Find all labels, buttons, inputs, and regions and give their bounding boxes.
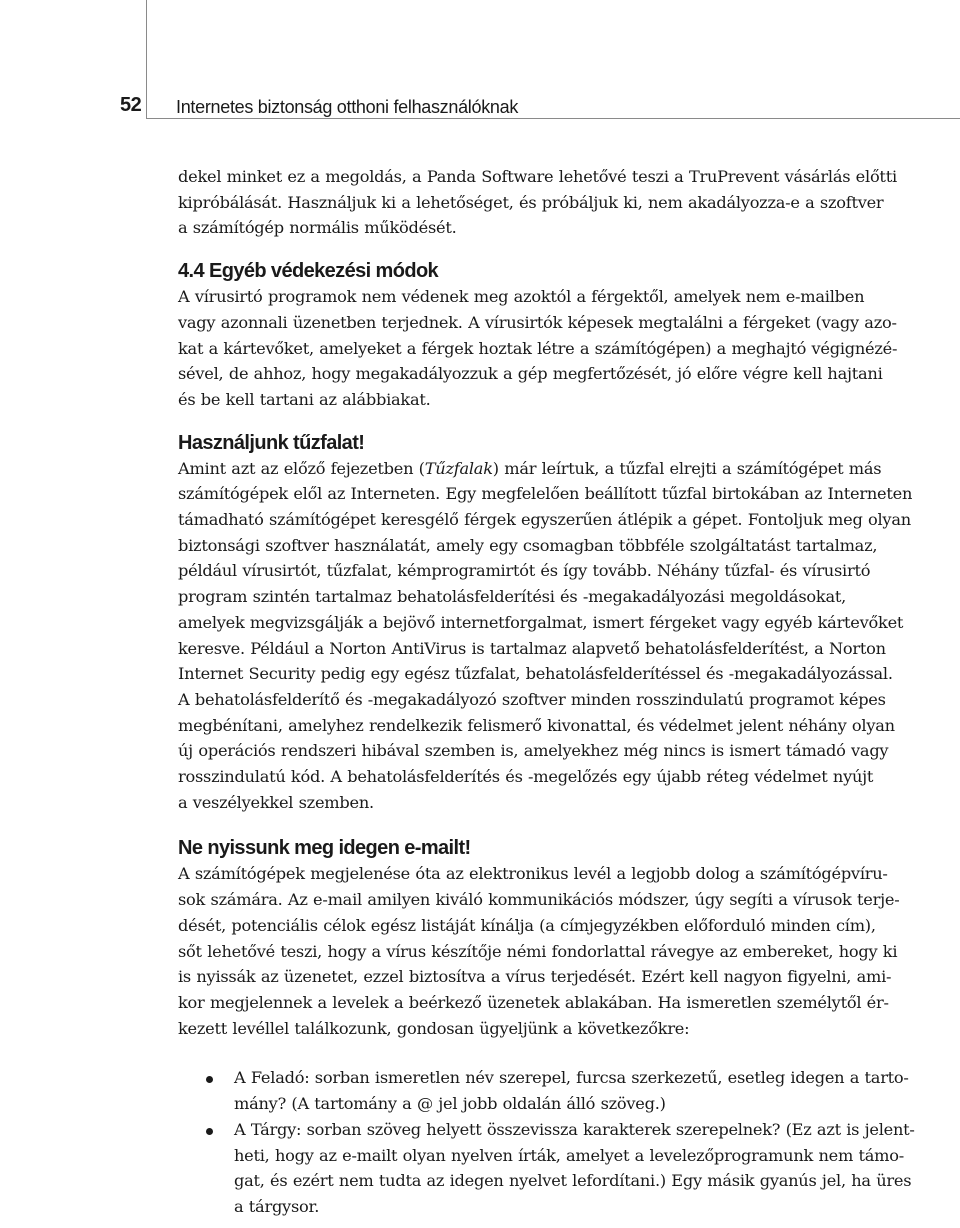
page-number: 52	[120, 94, 142, 116]
text-line: vagy azonnali üzenetben terjednek. A vírusirtók képesek megtalálni a férgeket (vagy azo-	[178, 312, 897, 332]
firewall-heading: Használjunk tűzfalat!	[178, 431, 365, 454]
header-vertical-rule	[146, 0, 147, 118]
section-paragraph	[178, 284, 958, 413]
text-line: a veszélyekkel szemben.	[178, 792, 374, 812]
list-item	[178, 1065, 958, 1116]
text-line: is nyissák az üzenetet, ezzel biztosítva a vírus terjedését. Ezért kell nagyon figyelni, ami-	[178, 967, 892, 987]
firewall-paragraph	[178, 456, 958, 816]
text-line: A Feladó: sorban ismeretlen név szerepel, furcsa szerkezetű, esetleg idegen a tarto-	[234, 1068, 909, 1088]
text-line: rosszindulatú kód. A behatolásfelderítés és -megelőzés egy újabb réteg védelmet nyújt	[178, 767, 874, 787]
bullet-dot-icon	[206, 1128, 213, 1135]
text-line: biztonsági szoftver használatát, amely egy csomagban többféle szolgáltatást tartalmaz,	[178, 535, 878, 555]
list-item	[178, 1117, 958, 1220]
text-line: a tárgysor.	[234, 1196, 320, 1216]
text-line: dekel minket ez a megoldás, a Panda Software lehetővé teszi a TruPrevent vásárlás előtti	[178, 167, 897, 186]
text-line: program szintén tartalmaz behatolásfelderítési és -megakadályozási megoldásokat,	[178, 587, 846, 607]
email-heading: Ne nyissunk meg idegen e-mailt!	[178, 837, 471, 860]
text-line: és be kell tartani az alábbiakat.	[178, 389, 431, 409]
text-line: támadható számítógépet keresgélő férgek egyszerűen átlépik a gépet. Fontoljuk meg olyan	[178, 510, 911, 530]
text-line: A vírusirtó programok nem védenek meg azoktól a férgektől, amelyek nem e-mailben	[178, 287, 865, 307]
text-line: kezett levéllel találkozunk, gondosan ügyeljünk a következőkre:	[178, 1018, 690, 1038]
header-horizontal-rule	[146, 118, 960, 119]
list-item-text	[234, 1065, 958, 1116]
running-title: Internetes biztonság otthoni felhasználóknak	[176, 97, 519, 117]
text-line: a számítógép normális működését.	[178, 218, 457, 238]
text-line: Amint azt az előző fejezetben (	[178, 458, 425, 478]
text-line: megbénítani, amelyhez rendelkezik felismerő kivonattal, és védelmet jelent néhány olyan	[178, 715, 895, 735]
text-line: heti, hogy az e-mailt olyan nyelven írták, amelyet a levelezőprogramunk nem támo-	[234, 1145, 904, 1165]
text-line: gat, és ezért nem tudta az idegen nyelvet lefordítani.) Egy másik gyanús jel, ha üres	[234, 1171, 912, 1191]
text-line: sok számára. Az e-mail amilyen kiváló kommunikációs módszer, úgy segíti a vírusok terje-	[178, 890, 900, 910]
text-line: A számítógépek megjelenése óta az elektronikus levél a legjobb dolog a számítógépvíru-	[178, 864, 888, 884]
text-line: sőt lehetővé teszi, hogy a vírus készítője némi fondorlattal rávegye az embereket, hogy ki	[178, 941, 898, 961]
text-line: amelyek megvizsgálják a bejövő internetforgalmat, ismert férgeket vagy egyéb kártevőket	[178, 612, 904, 632]
text-line: például vírusirtót, tűzfalat, kémprogramirtót és így tovább. Néhány tűzfal- és vírusirtó	[178, 561, 871, 581]
text-line: dését, potenciális célok egész listáját kínálja (a címjegyzékben előforduló minden cím),	[178, 915, 876, 935]
text-line: ) már leírtuk, a tűzfal elrejti a számítógépet más	[492, 458, 882, 478]
text-line: kipróbálását. Használjuk ki a lehetőséget, és próbáljuk ki, nem akadályozza-e a szoftver	[178, 192, 884, 212]
text-line: A behatolásfelderítő és -megakadályozó szoftver minden rosszindulatú programot képes	[178, 689, 886, 709]
text-line: kor megjelennek a levelek a beérkező üzenetek ablakában. Ha ismeretlen személytől ér-	[178, 992, 889, 1012]
list-item-text	[234, 1117, 958, 1220]
text-line: keresve. Például a Norton AntiVirus is tartalmaz alapvető behatolásfelderítést, a Norton	[178, 638, 886, 658]
text-line: kat a kártevőket, amelyeket a férgek hoztak létre a számítógépen) a meghajtó végignézé-	[178, 338, 898, 358]
email-paragraph	[178, 861, 958, 1041]
text-line: mány? (A tartomány a @ jel jobb oldalán álló szöveg.)	[234, 1094, 666, 1114]
text-line: számítógépek elől az Interneten. Egy megfelelően beállított tűzfal birtokában az Interneten	[178, 484, 913, 504]
page-body	[178, 164, 958, 1220]
checklist	[178, 1065, 958, 1219]
text-line: új operációs rendszeri hibával szemben is, amelyekhez még nincs is ismert támadó vagy	[178, 741, 889, 761]
section-heading: 4.4 Egyéb védekezési módok	[178, 260, 439, 283]
chapter-reference: Tűzfalak	[424, 458, 493, 478]
bullet-dot-icon	[206, 1076, 213, 1083]
text-line: A Tárgy: sorban szöveg helyett összevissza karakterek szerepelnek? (Ez azt is jelent-	[234, 1119, 915, 1139]
intro-paragraph	[178, 164, 958, 241]
text-line: sével, de ahhoz, hogy megakadályozzuk a gép megfertőzését, jó előre végre kell hajtani	[178, 364, 883, 384]
text-line: Internet Security pedig egy egész tűzfalat, behatolásfelderítéssel és -megakadályozással.	[178, 664, 893, 684]
